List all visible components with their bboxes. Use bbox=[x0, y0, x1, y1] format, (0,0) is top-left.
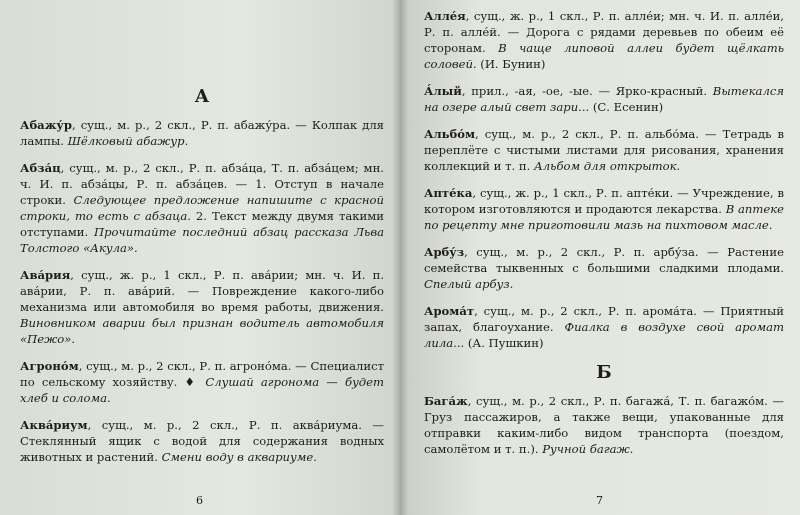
entry-text: , сущ., ж. р., 1 скл., Р. п. апте́ки. — Учреждение, в котором изготовляются и продаются лекарства. bbox=[424, 186, 784, 216]
dictionary-entry bbox=[424, 83, 784, 115]
example: Спелый арбуз. bbox=[424, 277, 514, 291]
example: В аптеке по рецепту мне приготовили мазь на пихтовом масле. bbox=[424, 202, 784, 232]
headword: Алле́я bbox=[424, 9, 466, 23]
dictionary-entry bbox=[20, 417, 384, 465]
entry-text: (А. Пушкин) bbox=[464, 336, 544, 350]
headword: Аква́риум bbox=[20, 418, 88, 432]
dictionary-entry bbox=[424, 393, 784, 457]
headword: Ава́рия bbox=[20, 268, 71, 282]
entry-text: , сущ., м. р., 2 скл., Р. п. багажа́, Т. п. багажо́м. — Груз пассажиров, а также вещи, упакованные для отправки каким-либо видом транспорта (поездом, самолётом и т. п.). bbox=[424, 394, 784, 456]
entry-text: , сущ., м. р., 2 скл., Р. п. арбу́за. — Растение семейства тыквенных с большими сладкими плодами. bbox=[424, 245, 784, 275]
headword: Бага́ж bbox=[424, 394, 468, 408]
example: Прочитайте последний абзац рассказа Льва Толстого «Акула». bbox=[20, 225, 385, 255]
right-page bbox=[400, 0, 800, 515]
dictionary-entry bbox=[20, 267, 384, 347]
section-letter: Б bbox=[596, 362, 612, 383]
entry-text: , прил., -ая, -ое, -ые. — Ярко-красный. bbox=[461, 84, 708, 98]
example: Следующее предложение напишите с красной строки, то есть с абзаца. bbox=[20, 193, 384, 223]
page-number: 6 bbox=[196, 494, 203, 507]
headword: Арома́т bbox=[424, 304, 475, 318]
example: Смени воду в аквариуме. bbox=[161, 450, 317, 464]
dictionary-entry bbox=[424, 8, 784, 72]
example: Слушай агронома — будет хлеб и солома. bbox=[20, 375, 385, 405]
dictionary-entry bbox=[424, 126, 784, 174]
dictionary-entry bbox=[424, 185, 784, 233]
example: Ручной багаж. bbox=[542, 442, 634, 456]
example: Шёлковый абажур. bbox=[67, 134, 189, 148]
headword: Агроно́м bbox=[20, 359, 79, 373]
headword: Абза́ц bbox=[20, 161, 61, 175]
example: В чаще липовой аллеи будет щёлкать соловей. bbox=[424, 41, 785, 71]
headword: Апте́ка bbox=[424, 186, 473, 200]
section-letter: А bbox=[194, 86, 210, 107]
dictionary-entry bbox=[20, 160, 384, 256]
dictionary-entry bbox=[20, 358, 384, 406]
example: Виновником аварии был признан водитель автомобиля «Пежо». bbox=[20, 316, 384, 346]
dictionary-entry bbox=[20, 117, 384, 149]
example: Альбом для открыток. bbox=[533, 159, 681, 173]
example: Вытекался на озере алый свет зари... bbox=[424, 84, 785, 114]
headword: А́лый bbox=[424, 84, 462, 98]
entry-text: (С. Есенин) bbox=[589, 100, 664, 114]
page-number: 7 bbox=[596, 494, 603, 507]
entry-text: 2. Текст между двумя такими отступами. bbox=[20, 209, 384, 239]
entry-text: , сущ., м. р., 2 скл., Р. п. аква́риума. — Стеклянный ящик с водой для содержания водных животных и растений. bbox=[20, 418, 384, 464]
entry-text: , сущ., ж. р., 1 скл., Р. п. ава́рии; мн. ч. И. п. ава́рии, Р. п. ава́рий. — Повреждение какого-либо механизма или автомобиля во время работы, движения. bbox=[20, 268, 384, 314]
entry-text: , сущ., м. р., 2 скл., Р. п. агроно́ма. — Специалист по сельскому хозяйству. ♦ bbox=[20, 359, 384, 389]
headword: Абажу́р bbox=[20, 118, 72, 132]
entry-text: , сущ., м. р., 2 скл., Р. п. абза́ца, Т. п. абза́цем; мн. ч. И. п. абза́цы, Р. п. абза́цев. — 1. Отступ в начале строки. bbox=[20, 161, 384, 207]
example: Фиалка в воздухе свой аромат лила... bbox=[424, 320, 785, 350]
dictionary-entry bbox=[424, 303, 784, 351]
entry-text: , сущ., м. р., 2 скл., Р. п. альбо́ма. — Тетрадь в переплёте с чистыми листами для рисования, хранения коллекций и т. п. bbox=[424, 127, 784, 173]
headword: Арбу́з bbox=[424, 245, 465, 259]
book-gutter bbox=[392, 0, 408, 515]
entry-text: (И. Бунин) bbox=[476, 57, 546, 71]
headword: Альбо́м bbox=[424, 127, 476, 141]
entry-text: , сущ., м. р., 2 скл., Р. п. арома́та. — Приятный запах, благоухание. bbox=[424, 304, 784, 334]
dictionary-entry bbox=[424, 244, 784, 292]
entry-text: , сущ., м. р., 2 скл., Р. п. абажу́ра. — Колпак для лампы. bbox=[20, 118, 384, 148]
entry-text: , сущ., ж. р., 1 скл., Р. п. алле́и; мн. ч. И. п. алле́и, Р. п. алле́й. — Дорога с рядами деревьев по обеим её сторонам. bbox=[424, 9, 784, 55]
